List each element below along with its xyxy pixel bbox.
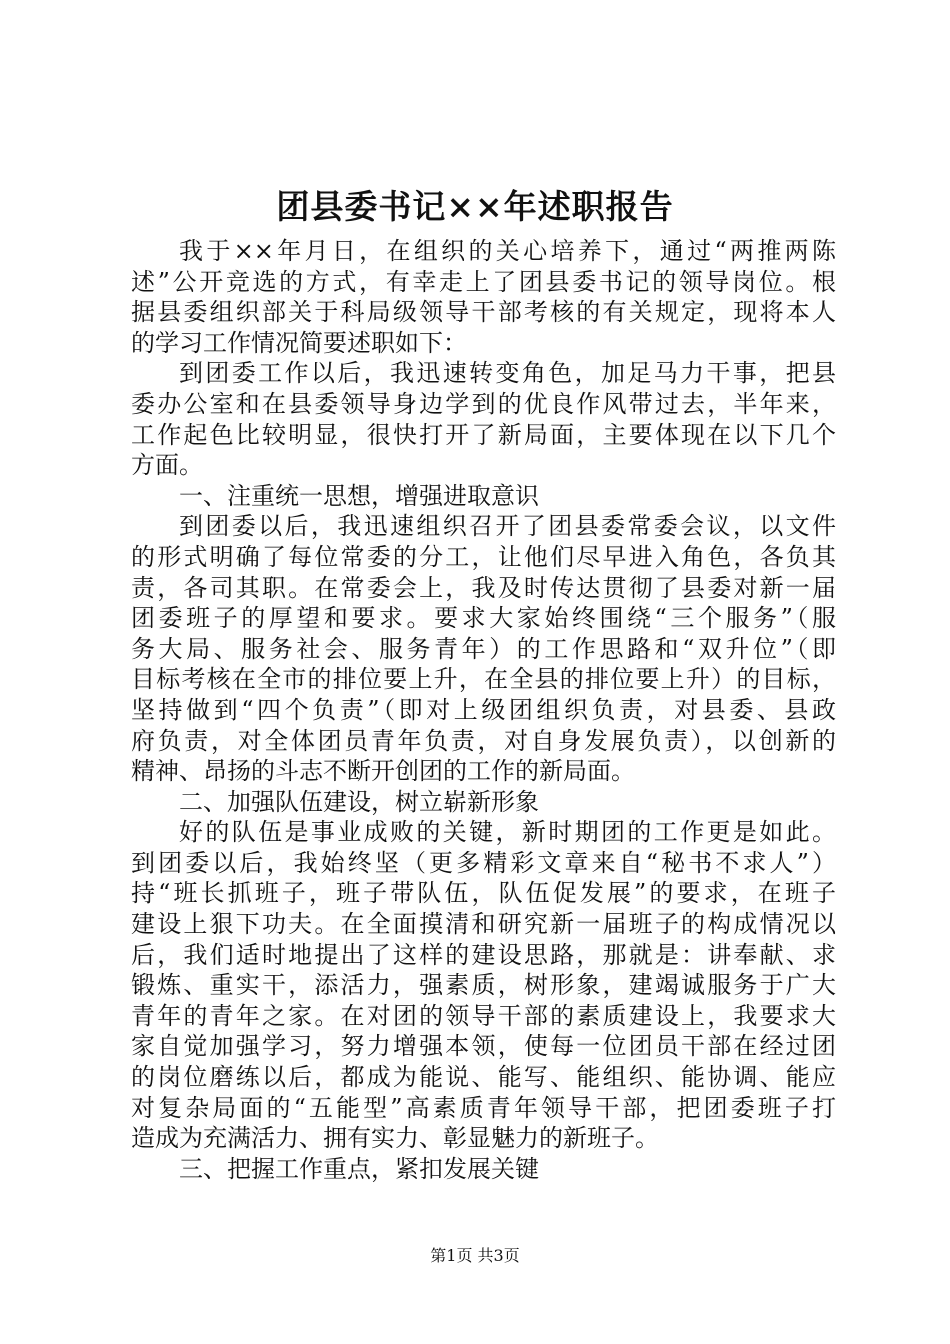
section-heading: 二、加强队伍建设，树立崭新形象 — [179, 787, 539, 816]
page-number-footer: 第1页 共3页 — [430, 1246, 520, 1265]
paragraph-line: 到团委以后，我始终坚（更多精彩文章来自“秘书不求人”） — [131, 848, 836, 877]
paragraph-line: 到团委以后，我迅速组织召开了团县委常委会议，以文件 — [179, 512, 836, 541]
paragraph-line: 的岗位磨练以后，都成为能说、能写、能组织、能协调、能应 — [131, 1063, 836, 1092]
paragraph-line: 精神、昂扬的斗志不断开创团的工作的新局面。 — [131, 757, 635, 786]
paragraph-line: 建设上狠下功夫。在全面摸清和研究新一届班子的构成情况以 — [131, 910, 836, 939]
paragraph-line: 方面。 — [131, 451, 203, 480]
paragraph-line: 好的队伍是事业成败的关键，新时期团的工作更是如此。 — [179, 818, 836, 847]
paragraph-line: 责，各司其职。在常委会上，我及时传达贯彻了县委对新一届 — [131, 573, 836, 602]
paragraph-line: 到团委工作以后，我迅速转变角色，加足马力干事，把县 — [179, 359, 836, 388]
paragraph-line: 务大局、服务社会、服务青年）的工作思路和“双升位”（即 — [131, 634, 836, 663]
paragraph-line: 团委班子的厚望和要求。要求大家始终围绕“三个服务”（服 — [131, 604, 836, 633]
paragraph-line: 造成为充满活力、拥有实力、彰显魅力的新班子。 — [131, 1124, 659, 1153]
paragraph-line: 目标考核在全市的排位要上升，在全县的排位要上升）的目标， — [131, 665, 836, 694]
document-body — [131, 236, 836, 1184]
paragraph-line: 府负责，对全体团员青年负责，对自身发展负责），以创新的 — [131, 726, 836, 755]
paragraph-line: 委办公室和在县委领导身边学到的优良作风带过去，半年来， — [131, 389, 836, 418]
section-heading: 一、注重统一思想，增强进取意识 — [179, 481, 539, 510]
paragraph-line: 工作起色比较明显，很快打开了新局面，主要体现在以下几个 — [131, 420, 836, 449]
paragraph-line: 述”公开竞选的方式，有幸走上了团县委书记的领导岗位。根 — [131, 267, 836, 296]
document-title: 团县委书记××年述职报告 — [276, 187, 674, 226]
section-heading: 三、把握工作重点，紧扣发展关键 — [179, 1154, 539, 1183]
paragraph-line: 我于××年月日，在组织的关心培养下，通过“两推两陈 — [179, 237, 836, 265]
paragraph-line: 后，我们适时地提出了这样的建设思路，那就是：讲奉献、求 — [131, 940, 836, 969]
paragraph-line: 锻炼、重实干，添活力，强素质，树形象，建竭诚服务于广大 — [131, 971, 836, 1000]
paragraph-line: 持“班长抓班子，班子带队伍，队伍促发展”的要求，在班子 — [131, 879, 836, 908]
paragraph-line: 的学习工作情况简要述职如下： — [131, 328, 467, 357]
paragraph-line: 青年的青年之家。在对团的领导干部的素质建设上，我要求大 — [131, 1001, 836, 1030]
paragraph-line: 的形式明确了每位常委的分工，让他们尽早进入角色，各负其 — [131, 542, 836, 571]
paragraph-line: 据县委组织部关于科局级领导干部考核的有关规定，现将本人 — [131, 298, 836, 327]
paragraph-line: 坚持做到“四个负责”（即对上级团组织负责，对县委、县政 — [131, 695, 836, 724]
paragraph-line: 家自觉加强学习，努力增强本领，使每一位团员干部在经过团 — [131, 1032, 836, 1061]
paragraph-line: 对复杂局面的“五能型”高素质青年领导干部，把团委班子打 — [131, 1093, 836, 1122]
